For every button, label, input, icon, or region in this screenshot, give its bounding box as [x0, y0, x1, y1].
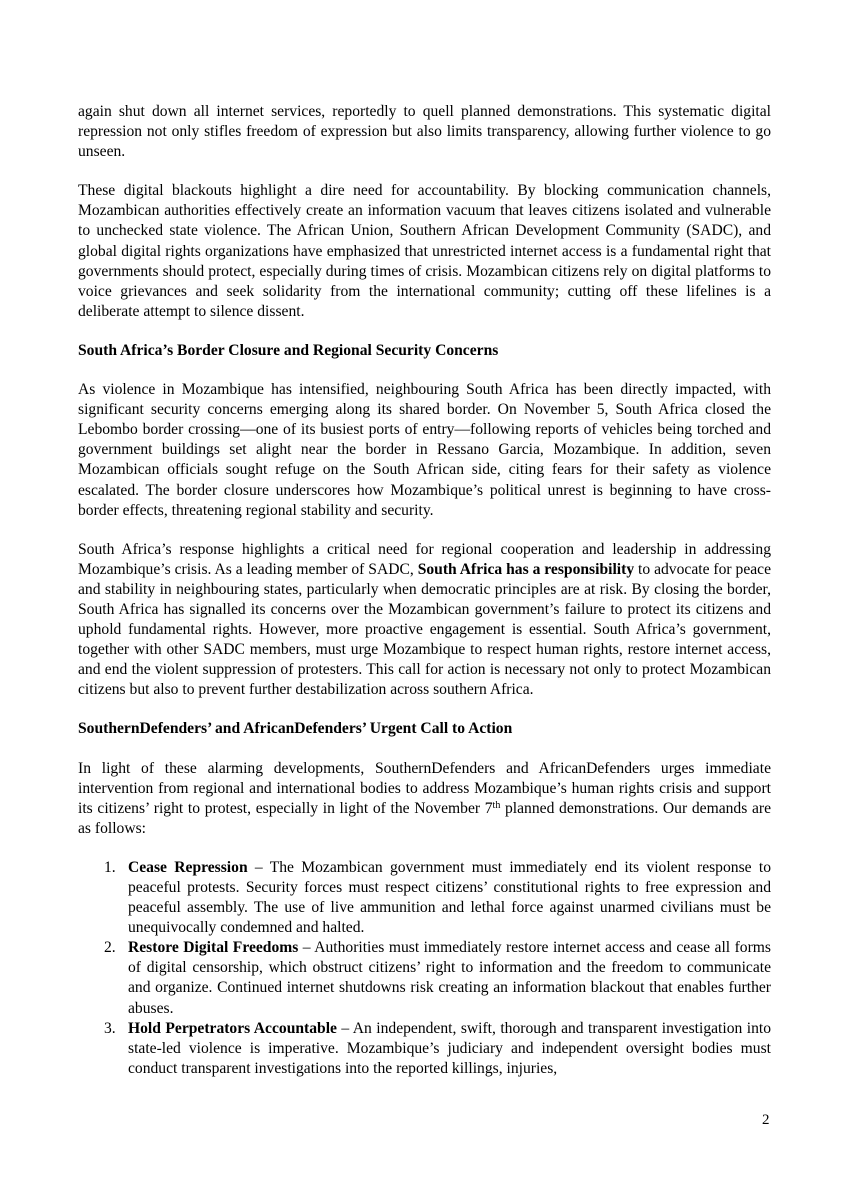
page-number: 2 — [762, 1112, 770, 1128]
heading-border-closure: South Africa’s Border Closure and Regional Security Concerns — [78, 341, 499, 359]
demand-title: Restore Digital Freedoms — [128, 939, 299, 957]
border-paragraph-2-emphasis: South Africa has a responsibility — [417, 560, 635, 578]
demands-list — [78, 858, 771, 1079]
demand-number: 3. — [104, 1019, 116, 1037]
demand-number: 1. — [104, 858, 116, 876]
demand-item — [78, 1019, 771, 1079]
demand-text: – The Mozambican government must immediately end its violent response to peaceful protests. Security forces must respect citizens’ constitutional rights to free expression and peaceful assembly. The use of live ammunition and lethal force against unarmed civilians must be unequivocally condemned and halted. — [128, 858, 771, 937]
border-paragraph-2-part-2: to advocate for peace and stability in neighbouring states, particularly when democratic principles are at risk. By closing the border, South Africa has signalled its concerns over the Mozambican government’s failure to protect its citizens and uphold fundamental rights. However, more proactive engagement is essential. South Africa’s government, together with other SADC members, must urge Mozambique to respect human rights, restore internet access, and end the violent suppression of protesters. This call for action is necessary not only to protect Mozambican citizens but also to prevent further destabilization across southern Africa. — [78, 560, 771, 699]
demand-title: Hold Perpetrators Accountable — [128, 1019, 337, 1037]
demand-text: – Authorities must immediately restore internet access and cease all forms of digital censorship, which obstruct citizens’ right to information and the freedom to communicate and organize. Continued internet shutdowns risk creating an information blackout that enables further abuses. — [128, 939, 771, 1017]
demand-item — [78, 858, 771, 938]
border-paragraph-2 — [78, 540, 771, 701]
border-paragraph-2-part-1: South Africa’s response highlights a critical need for regional cooperation and leadership in addressing Mozambique’s crisis. As a leading member of SADC, — [78, 540, 771, 578]
call-paragraph — [78, 759, 771, 839]
intro-paragraph-1: again shut down all internet services, reportedly to quell planned demonstrations. This systematic digital repression not only stifles freedom of expression but also limits transparency, allowing further violence to go unseen. — [78, 103, 771, 161]
call-paragraph-part-2: planned demonstrations. Our demands are as follows: — [78, 799, 771, 837]
call-paragraph-superscript: th — [492, 799, 501, 811]
document-page — [78, 102, 771, 1079]
border-paragraph-1: As violence in Mozambique has intensified, neighbouring South Africa has been directly impacted, with significant security concerns emerging along its shared border. On November 5, South Africa closed the Lebombo border crossing—one of its busiest ports of entry—following reports of vehicles being torched and government buildings set alight near the border in Ressano Garcia, Mozambique. In addition, seven Mozambican officials sought refuge on the South African side, citing fears for their safety as violence escalated. The border closure underscores how Mozambique’s political unrest is beginning to have cross-border effects, threatening regional stability and security. — [78, 381, 771, 519]
demand-item — [78, 938, 771, 1018]
heading-call-to-action: SouthernDefenders’ and AfricanDefenders’ Urgent Call to Action — [78, 720, 513, 738]
intro-paragraph-2: These digital blackouts highlight a dire need for accountability. By blocking communication channels, Mozambican authorities effectively create an information vacuum that leaves citizens isolated and vulnerable to unchecked state violence. The African Union, Southern African Development Community (SADC), and global digital rights organizations have emphasized that unrestricted internet access is a fundamental right that governments should protect, especially during times of crisis. Mozambican citizens rely on digital platforms to voice grievances and seek solidarity from the international community; cutting off these lifelines is a deliberate attempt to silence dissent. — [78, 182, 771, 320]
demand-title: Cease Repression — [128, 858, 248, 876]
call-paragraph-part-1: In light of these alarming developments, SouthernDefenders and AfricanDefenders urges immediate intervention from regional and international bodies to address Mozambique’s human rights crisis and support its citizens’ right to protest, especially in light of the November 7 — [78, 759, 771, 817]
demand-number: 2. — [104, 939, 116, 957]
demand-text: – An independent, swift, thorough and transparent investigation into state-led violence is imperative. Mozambique’s judiciary and independent oversight bodies must conduct transparent investigations into the reported killings, injuries, — [128, 1019, 771, 1077]
